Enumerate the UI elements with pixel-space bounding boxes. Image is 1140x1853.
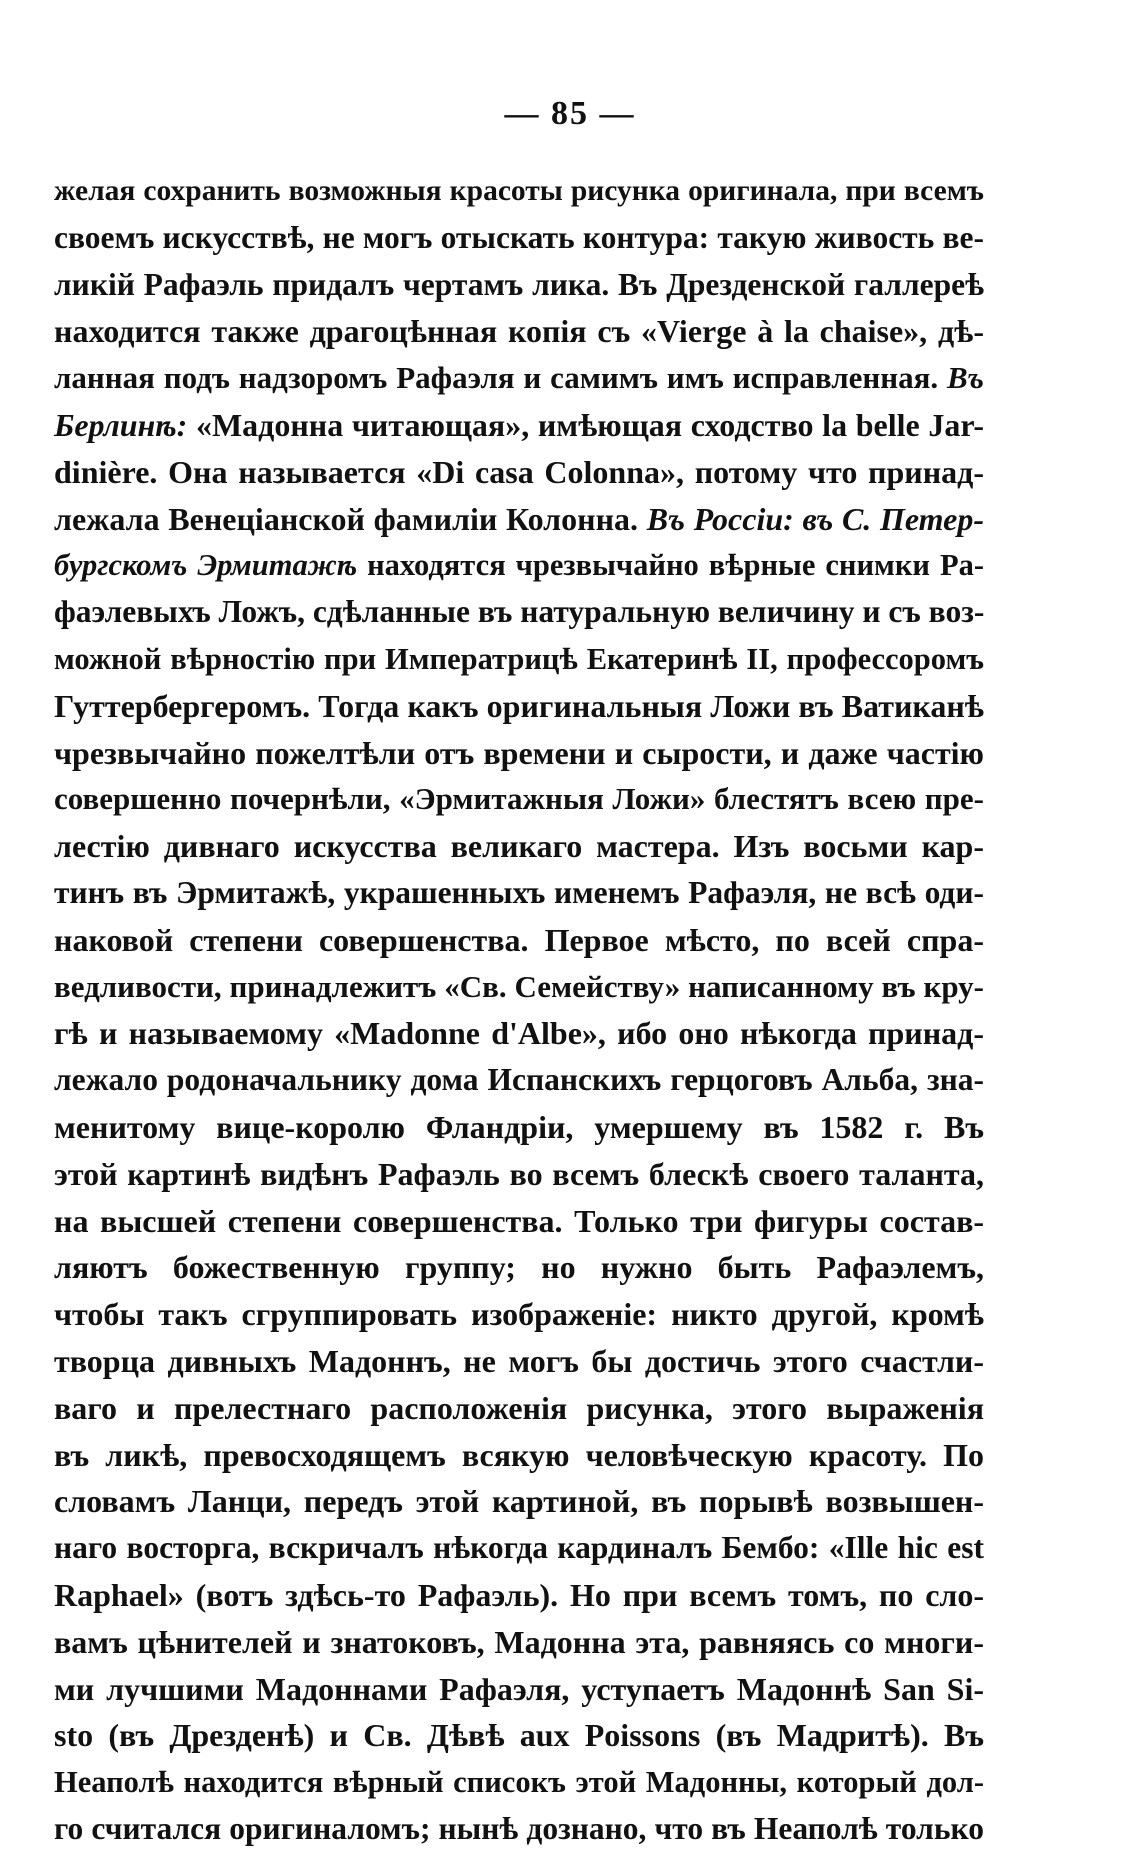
text-line (54, 1010, 984, 1057)
text-segment: лежала Венеціанской фамиліи Колонна. (54, 500, 647, 537)
text-segment: наковой степени совершенства. Первое мѣсто, по всей спра- (54, 921, 984, 958)
text-line (54, 1806, 984, 1853)
text-line (54, 776, 984, 823)
text-line (54, 1385, 984, 1432)
italic-text-segment: Берлинѣ: (54, 406, 188, 443)
text-segment: можной вѣрностію при Императрицѣ Екатеринѣ II, профессоромъ (54, 641, 984, 676)
text-line (54, 262, 984, 309)
text-segment: ляютъ божественную группу; но нужно быть Рафаэлемъ, (54, 1249, 984, 1286)
text-segment: Гуттербергеромъ. Тогда какъ оригинальныя Ложи въ Ватиканѣ (54, 687, 984, 724)
text-segment: наго восторга, вскричалъ нѣкогда кардиналъ Бембо: «Ille hic est (54, 1530, 984, 1566)
text-line (54, 964, 984, 1011)
text-segment: словамъ Ланци, передъ этой картиной, въ порывѣ возвышен- (54, 1483, 984, 1520)
text-line (54, 1572, 984, 1619)
text-line (54, 1525, 984, 1572)
text-segment: sto (въ Дрезденѣ) и Св. Дѣвѣ aux Poissons (въ Мадритѣ). Въ (54, 1717, 984, 1754)
italic-text-segment: Въ Россіи: въ С. Петер- (646, 500, 985, 537)
text-segment: этой картинѣ видѣнъ Рафаэль во всемъ блескѣ своего таланта, (54, 1155, 984, 1192)
text-line (54, 1759, 984, 1806)
text-segment: желая сохранить возможныя красоты рисунка оригинала, при всемъ (54, 175, 984, 207)
text-line (54, 1338, 984, 1385)
text-line (54, 168, 984, 215)
text-segment: го считался оригиналомъ; нынѣ дознано, что въ Неаполѣ только (54, 1810, 984, 1846)
text-segment: совершенно почернѣли, «Эрмитажныя Ложи» блестятъ всею пре- (54, 781, 984, 817)
text-line (54, 870, 984, 917)
text-line (54, 683, 984, 730)
text-segment: гѣ и называемому «Madonne d'Albe», ибо оно нѣкогда принад- (54, 1015, 984, 1052)
text-line (54, 449, 984, 496)
text-segment: находится также драгоцѣнная копія съ «Vierge à la chaise», дѣ- (54, 313, 984, 350)
text-line (54, 1151, 984, 1198)
text-segment: чрезвычайно пожелтѣли отъ времени и сырости, и даже частію (54, 734, 984, 771)
body-text (54, 168, 984, 1853)
text-line (54, 308, 984, 355)
text-segment: въ ликѣ, превосходящемъ всякую человѣческую красоту. По (54, 1436, 984, 1473)
text-line (54, 1291, 984, 1338)
text-segment: лестію дивнаго искусства великаго мастера. Изъ восьми кар- (54, 828, 984, 865)
text-line (54, 215, 984, 262)
text-line (54, 542, 984, 589)
italic-text-segment: Въ (946, 360, 984, 396)
text-line (54, 1104, 984, 1151)
text-line (54, 636, 984, 683)
text-line (54, 1198, 984, 1245)
text-line (54, 589, 984, 636)
text-segment: ликій Рафаэль придалъ чертамъ лика. Въ Дрезденской галлереѣ (54, 266, 984, 302)
text-segment: фаэлевыхъ Ложъ, сдѣланные въ натуральную величину и съ воз- (54, 594, 985, 630)
text-segment: ваго и прелестнаго расположенія рисунка, этого выраженія (54, 1389, 984, 1426)
text-line (54, 917, 984, 964)
text-segment: своемъ искусствѣ, не могъ отыскать контура: такую живость ве- (54, 219, 984, 255)
text-segment: Неаполѣ находится вѣрный списокъ этой Мадонны, который дол- (54, 1765, 984, 1800)
text-line (54, 1057, 984, 1104)
text-segment: лежало родоначальнику дома Испанскихъ герцоговъ Альба, зна- (54, 1062, 984, 1098)
text-line (54, 1712, 984, 1759)
text-line (54, 402, 984, 449)
text-segment: вамъ цѣнителей и знатоковъ, Мадонна эта, равняясь со многи- (54, 1623, 984, 1660)
text-segment: «Мадонна читающая», имѣющая сходство la belle Jar- (187, 406, 984, 443)
text-segment: ведливости, принадлежитъ «Св. Семейству» написанному въ кру- (54, 968, 984, 1004)
text-segment: ми лучшими Мадоннами Рафаэля, уступаетъ Мадоннѣ San Si- (54, 1670, 984, 1707)
text-line (54, 823, 984, 870)
italic-text-segment: бургскомъ Эрмитажѣ (54, 548, 358, 583)
text-segment: ланная подъ надзоромъ Рафаэля и самимъ имъ исправленная. (54, 360, 947, 396)
text-line (54, 1666, 984, 1713)
text-segment: Raphael» (вотъ здѣсь-то Рафаэль). Но при всемъ томъ, по сло- (54, 1576, 984, 1613)
text-segment: находятся чрезвычайно вѣрные снимки Ра- (357, 548, 984, 583)
text-line (54, 1619, 984, 1666)
page-number: — 85 — (504, 95, 636, 132)
text-line (54, 1244, 984, 1291)
text-segment: творца дивныхъ Мадоннъ, не могъ бы достичь этого счастли- (54, 1342, 984, 1379)
text-line (54, 730, 984, 777)
text-line (54, 1432, 984, 1479)
text-segment: dinière. Она называется «Di casa Colonna», потому что принад- (54, 453, 984, 490)
text-line (54, 496, 984, 543)
text-segment: менитому вице-королю Фландріи, умершему въ 1582 г. Въ (54, 1108, 984, 1145)
text-segment: тинъ въ Эрмитажѣ, украшенныхъ именемъ Рафаэля, не всѣ оди- (54, 874, 984, 910)
text-segment: на высшей степени совершенства. Только три фигуры состав- (54, 1202, 984, 1239)
text-line (54, 355, 984, 402)
text-line (54, 1478, 984, 1525)
text-segment: чтобы такъ сгруппировать изображеніе: никто другой, кромѣ (54, 1296, 984, 1333)
